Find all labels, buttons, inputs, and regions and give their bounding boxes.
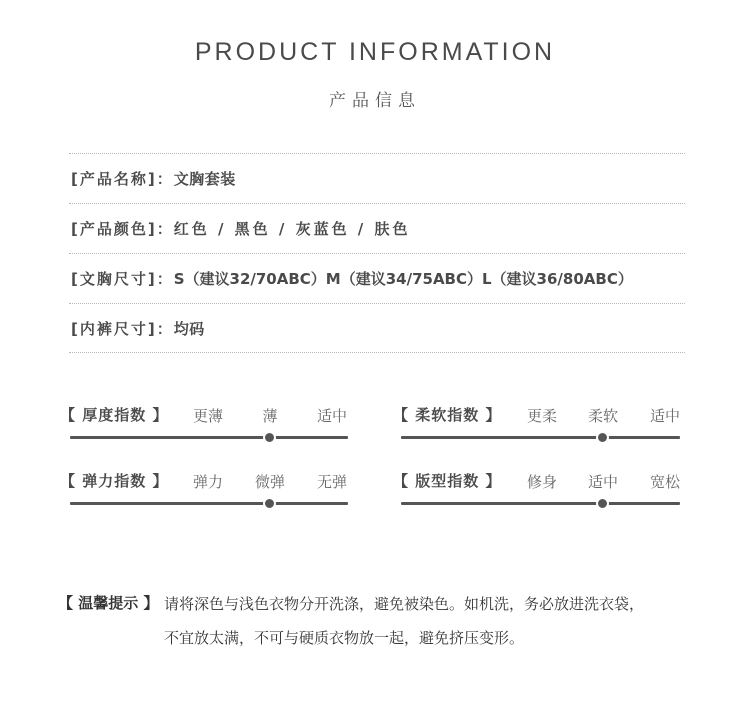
- index-option: 适中: [649, 407, 680, 425]
- info-label: [内裤尺寸]：: [71, 320, 174, 338]
- index-option: 微弹: [254, 473, 285, 491]
- index-label: 【 弹力指数 】: [60, 472, 169, 490]
- index-option: 薄: [262, 407, 278, 425]
- info-row-bra-size: [69, 253, 685, 303]
- index-option: 柔软: [587, 407, 618, 425]
- index-marker: [263, 497, 276, 510]
- info-row-name: [69, 153, 685, 203]
- info-value: 均码: [173, 320, 205, 338]
- info-label: [产品名称]：: [71, 170, 174, 188]
- index-option: 宽松: [649, 473, 680, 491]
- info-row-color: [69, 203, 685, 253]
- index-label: 【 厚度指数 】: [60, 406, 169, 424]
- title-english: PRODUCT INFORMATION: [194, 38, 556, 66]
- index-track: [70, 502, 348, 505]
- index-option: 修身: [526, 473, 557, 491]
- title-chinese: 产品信息: [329, 91, 421, 111]
- tips-text-line2: 不宜放太满，不可与硬质衣物放一起，避免挤压变形。: [164, 629, 525, 647]
- index-track: [70, 436, 348, 439]
- index-label: 【 版型指数 】: [393, 472, 502, 490]
- index-track: [401, 436, 680, 439]
- index-marker: [596, 431, 609, 444]
- index-track: [401, 502, 680, 505]
- info-value: 红色 / 黑色 / 灰蓝色 / 肤色: [173, 220, 411, 238]
- info-label: [产品颜色]：: [71, 220, 174, 238]
- index-option: 适中: [587, 473, 618, 491]
- tips-text-line1: 请将深色与浅色衣物分开洗涤，避免被染色。如机洗，务必放进洗衣袋，: [164, 595, 645, 613]
- info-row-brief-size: [69, 303, 685, 353]
- index-option: 无弹: [316, 473, 347, 491]
- index-option: 适中: [316, 407, 347, 425]
- index-label: 【 柔软指数 】: [393, 406, 502, 424]
- info-value: S（建议32/70ABC）M（建议34/75ABC）L（建议36/80ABC）: [173, 270, 633, 288]
- info-label: [文胸尺寸]：: [71, 270, 174, 288]
- tips-label: 【 温馨提示 】: [58, 594, 159, 612]
- index-marker: [596, 497, 609, 510]
- index-option: 弹力: [192, 473, 223, 491]
- info-value: 文胸套装: [173, 170, 236, 188]
- index-option: 更柔: [526, 407, 557, 425]
- index-marker: [263, 431, 276, 444]
- index-option: 更薄: [192, 407, 223, 425]
